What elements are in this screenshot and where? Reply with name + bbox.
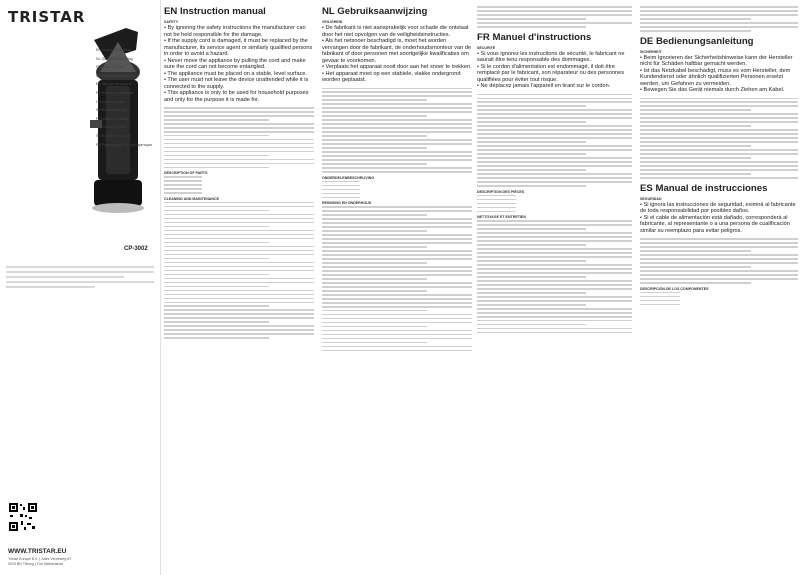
bullet-text: • Si ignora las instrucciones de seguridad, eximirá al fabricante de toda responsabilidad por posibles daños. <box>640 201 796 215</box>
section-heading: DESCRIPCIÓN DE LOS COMPONENTES <box>640 286 709 291</box>
address-line: 5015 BH Tilburg | The Netherlands <box>8 562 64 566</box>
bullet-text: • De fabrikant is niet aansprakelijk voor schade die ontstaat door het niet opvolgen van de veiligheidsinstructies. <box>322 25 469 38</box>
body-text-block <box>640 98 798 179</box>
section-heading: DESCRIPTION DES PIÈCES <box>477 189 525 194</box>
safety-bullets <box>477 51 632 90</box>
language-item: ES Manual de usuario <box>96 82 132 87</box>
bullet-text: • Ist das Netzkabel beschädigt, muss es vom Hersteller, dem Kundendienst oder ähnlich qualifizierten Personen ersetzt werden, um Gefahren zu vermeiden. <box>640 67 791 87</box>
section-heading: NETTOYAGE ET ENTRETIEN <box>477 215 526 220</box>
body-text-block <box>164 202 314 339</box>
company-address <box>8 557 71 567</box>
section-title <box>322 6 472 17</box>
body-text-block <box>640 292 798 306</box>
language-item: CS Návod k použití <box>96 125 127 130</box>
bullet-text: • The user must not leave the device unattended while it is connected to the supply. <box>164 77 309 90</box>
language-code: FR <box>477 31 490 43</box>
section-heading: SEGURIDAD <box>640 196 662 201</box>
language-item: SV Bruksanvisning <box>96 108 127 113</box>
language-item: NL Gebruiksaanwijzing <box>96 56 133 61</box>
title-text: Bedienungsanleitung <box>656 35 754 47</box>
cover-column <box>0 0 161 575</box>
bullet-text: • Si el cable de alimentación está dañado, corresponderá al fabricante, al representante o a una persona de cualificación similar su reemplazo para evitar peligros. <box>640 214 790 234</box>
qr-code-icon[interactable] <box>8 502 38 532</box>
body-text-block <box>477 6 632 28</box>
body-text-block <box>640 6 798 32</box>
section-title <box>477 32 632 43</box>
title-text: Manual de instrucciones <box>655 182 768 194</box>
section-title <box>640 36 798 47</box>
title-text: Manuel d'instructions <box>492 31 592 43</box>
legal-fine-print <box>6 266 154 291</box>
section-heading: SICHERHEIT <box>640 49 662 54</box>
language-item: PL Instrukcja obsługi <box>96 116 130 121</box>
bullet-text: • Als het netsnoer beschadigd is, moet het worden vervangen door de fabrikant, de onderhoudsmonteur van de fabrikant of door personen met soortgelijke kwalificaties om gevaar te voorkomen. <box>322 38 471 64</box>
bullet-text: • Bewegen Sie das Gerät niemals durch Ziehen am Kabel. <box>640 87 785 93</box>
body-text-block <box>164 107 314 168</box>
safety-bullets <box>164 25 314 103</box>
bullet-text: • Never move the appliance by pulling the cord and make sure the cord can not become entangled. <box>164 57 306 70</box>
body-text-block <box>322 206 472 351</box>
language-item: FR Mode d'emploi <box>96 65 126 70</box>
bullet-text: • The appliance must be placed on a stable, level surface. <box>164 70 308 77</box>
bullet-text: • Si vous ignorez les instructions de sécurité, le fabricant ne saurait être tenu responsable des dommages. <box>477 50 625 64</box>
section-heading: CLEANING AND MAINTENANCE <box>164 196 219 201</box>
body-text-block <box>640 238 798 283</box>
section-title <box>164 6 314 17</box>
language-item: SK Návod na použitie <box>96 133 131 138</box>
section-heading: SAFETY <box>164 20 179 24</box>
bullet-text: • Beim Ignorieren der Sicherheitshinweise kann der Hersteller nicht für Schäden haftbar gemacht werden. <box>640 54 793 67</box>
language-item: RU Руководство по эксплуатации <box>96 142 152 147</box>
language-code: NL <box>322 6 335 17</box>
title-text: Instruction manual <box>180 6 266 17</box>
dutch-column <box>322 6 472 575</box>
safety-bullets <box>322 25 472 84</box>
bullet-text: • Ne déplacez jamais l'appareil en tirant sur le cordon. <box>477 83 611 90</box>
body-text-block <box>322 181 472 199</box>
french-column <box>477 6 632 575</box>
body-text-block <box>477 94 632 187</box>
safety-bullets <box>640 55 798 94</box>
bullet-text: • Het apparaat moet op een stabiele, vlakke ondergrond worden geplaatst. <box>322 70 461 83</box>
body-text-block <box>477 195 632 213</box>
english-column <box>164 6 314 575</box>
language-item: DE Bedienungsanleitung <box>96 73 136 78</box>
bullet-text: • Verplaats het apparaat nooit door aan het snoer te trekken. <box>322 64 472 70</box>
bullet-text: • If the supply cord is damaged, it must be replaced by the manufacturer, its service agent or similarly qualified persons in order to avoid a hazard. <box>164 38 313 57</box>
language-code: EN <box>164 6 178 17</box>
title-text: Gebruiksaanwijzing <box>337 6 428 17</box>
website-link[interactable]: WWW.TRISTAR.EU <box>8 548 67 555</box>
model-number: CP-3002 <box>124 246 148 252</box>
safety-bullets <box>640 202 798 235</box>
language-code: DE <box>640 35 654 47</box>
section-title <box>640 183 798 194</box>
language-item: IT Manuale utente <box>96 99 125 104</box>
language-list <box>96 46 152 149</box>
section-heading: VEILIGHEID <box>322 20 343 24</box>
section-heading: ONDERDELENBESCHRIJVING <box>322 175 375 180</box>
bullet-text: • Si le cordon d'alimentation est endommagé, il doit être remplacé par le fabricant, son réparateur ou des personnes qualifiées pour éviter tout risque. <box>477 63 625 83</box>
language-code: ES <box>640 182 653 194</box>
language-item: EN Instruction manual <box>96 48 132 52</box>
body-text-block <box>477 220 632 333</box>
bullet-text: • By ignoring the safety instructions the manufacturer can not be held responsible for the damage. <box>164 25 306 38</box>
bullet-text: • This appliance is only to be used for household purposes and only for the purpose it is made for. <box>164 90 309 103</box>
german-spanish-column <box>640 6 798 575</box>
section-heading: DESCRIPTION OF PARTS <box>164 171 208 176</box>
section-heading: SÉCURITÉ <box>477 45 496 50</box>
address-line: Tristar Europe B.V. | Jules Verneweg 87 <box>8 557 72 561</box>
section-heading: REINIGING EN ONDERHOUD <box>322 201 372 206</box>
body-text-block <box>164 176 314 194</box>
body-text-block <box>322 88 472 173</box>
language-item: PT Manual de utilizador <box>96 90 134 95</box>
brand-logo: TRISTAR <box>8 8 86 26</box>
